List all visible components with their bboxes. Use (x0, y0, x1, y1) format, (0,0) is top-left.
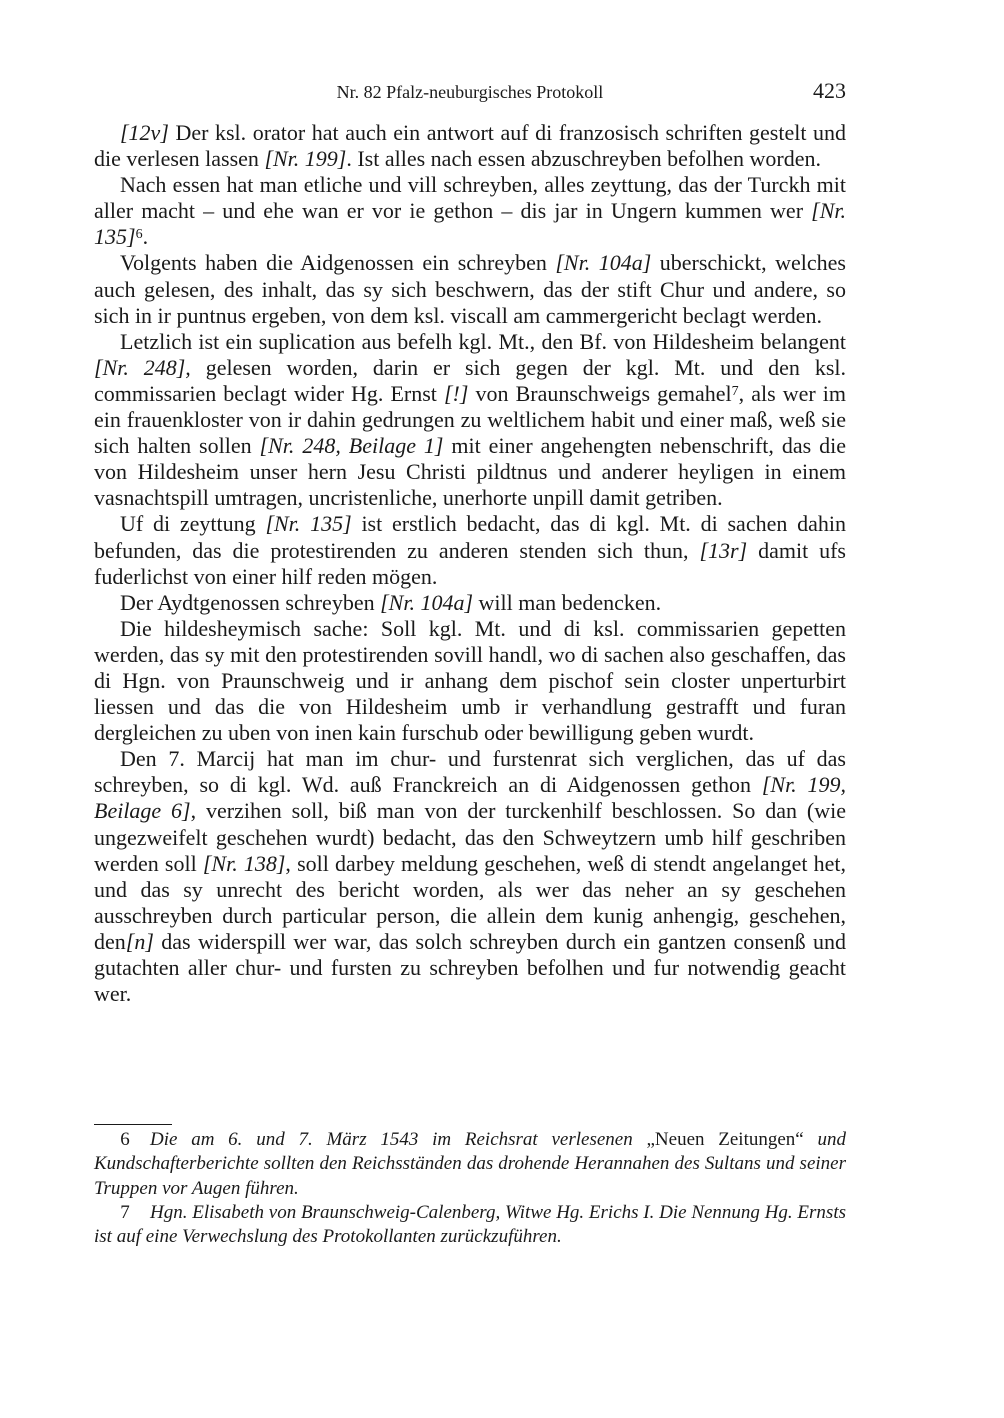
text-run: „Neuen Zeitungen“ (646, 1129, 804, 1150)
footnote (94, 1128, 846, 1201)
text-run: Die hildesheymisch sache: Soll kgl. Mt. und di ksl. commissarien gepetten werden, das sy mit den protestirenden sovill handl, wo di sachen also geschaffen, das di Hgn. von Praunschweig und ir anhang dem pischof sein closter unperturbirt liessen und das die von Hildesheim umb ir verhandlung gestrafft und furan dergleichen zu uben von inen kain furschub oder bewilligung geben wurdt. (94, 615, 846, 746)
editorial-reference: [Nr. 104a] (555, 250, 652, 276)
text-run: Letzlich ist ein suplication aus befelh kgl. Mt., den Bf. von Hildesheim belangent (120, 328, 846, 354)
page-header (94, 78, 846, 108)
editorial-reference: [12v] (120, 120, 169, 145)
text-run: Uf di zeyttung (120, 511, 266, 537)
paragraph (94, 172, 846, 250)
paragraph (94, 511, 846, 589)
footnote-marker: 6 (135, 227, 143, 243)
page-number: 423 (813, 78, 846, 103)
text-run: , verzihen soll, biß man von der turckenhilf beschlossen. So dan (wie ungezweifelt geschehen wurdt) bedacht, das den Schweytzern umb hilf geschriben werden soll (94, 798, 846, 876)
editorial-reference: [Nr. 138] (202, 850, 286, 876)
editorial-reference: [Nr. 248, Beilage 1] (259, 433, 444, 459)
editorial-reference: [n] (125, 928, 154, 954)
editorial-reference: [Nr. 135] (94, 198, 846, 250)
footnote-marker: 7 (731, 383, 739, 399)
text-run: uberschickt, welches auch gelesen, des inhalt, das sy sich beschwern, das der stift Chur und andere, so sich in ir puntnus ergeben, von dem ksl. viscall am cammergericht beclagt werden. (94, 250, 846, 328)
text-run: gelesen worden, darin er sich gegen der kgl. Mt. und den ksl. commissarien beclagt wider Hg. Ernst (94, 354, 846, 406)
editorial-reference: [Nr. 248], (94, 354, 191, 380)
text-run: , soll darbey meldung geschehen, weß di stendt angelanget het, und das sy unrecht des bericht worden, als wer das neher an sy geschehen ausschreyben durch particular person, die allein dem kunig anhengig, geschehen, den (94, 850, 847, 954)
text-run: Volgents haben die Aidgenossen ein schreyben (120, 250, 556, 276)
text-run: ist erstlich bedacht, das di kgl. Mt. di sachen dahin befunden, das die protestirenden zu anderen stenden sich thun, (94, 511, 847, 563)
footnote-rule (94, 1124, 172, 1125)
text-run: . (142, 224, 149, 250)
text-run: will man bedencken. (473, 589, 662, 615)
editorial-reference: [Nr. 135] (265, 511, 352, 537)
text-run: Den 7. Marcij hat man im chur- und furstenrat sich verglichen, das uf das schreyben, so di kgl. Wd. auß Franckreich an di Aidgenossen gethon (94, 746, 846, 798)
editorial-reference: [Nr. 199] (264, 146, 347, 172)
paragraph (94, 329, 846, 512)
footnote-number: 7 (120, 1201, 130, 1223)
text-run: damit ufs fuderlichst von einer hilf reden mögen. (94, 537, 846, 589)
running-title: Nr. 82 Pfalz-neuburgisches Protokoll (336, 82, 604, 102)
editorial-reference: [!] (444, 380, 469, 406)
footnote (94, 1201, 846, 1250)
editorial-reference: [Nr. 199, Beilage 6] (94, 772, 847, 824)
text-run: mit einer angehengten nebenschrift, das die von Hildesheim unser hern Jesu Christi pildtnus und anderer heyligen in einem vasnachtspill umtragen, uncristenliche, unerhorte unpill damit getriben. (94, 433, 846, 511)
body-text (94, 120, 846, 1007)
editorial-reference: Die am 6. und 7. März 1543 im Reichsrat verlesenen (150, 1129, 647, 1150)
footnote-number: 6 (120, 1129, 130, 1150)
text-run: von Braunschweigs gemahel (468, 380, 732, 406)
text-run: das widerspill wer war, das solch schreyben durch ein gantzen consenß und gutachten aller chur- und fursten zu schreyben befolhen und fur notwendig geacht wer. (94, 928, 846, 1007)
editorial-reference: [13r] (699, 537, 748, 563)
text-run: , als wer im ein frauenkloster von ir dahin gedrungen zu weltlichem habit und einer maß, weß sie sich halten sollen (94, 380, 846, 459)
paragraph (94, 746, 846, 1007)
footnotes (94, 1128, 846, 1249)
text-run: Der ksl. orator hat auch ein antwort auf di franzosisch schriften gestelt und die verlesen lassen (94, 120, 846, 172)
paragraph (94, 250, 846, 328)
paragraph (94, 616, 846, 746)
paragraph (94, 590, 846, 616)
paragraph (94, 120, 846, 172)
text-run: . Ist alles nach essen abzuschreyben befolhen worden. (346, 146, 822, 172)
text-run: Der Aydtgenossen schreyben (120, 589, 381, 615)
text-run: Nach essen hat man etliche und vill schreyben, alles zeyttung, das der Turckh mit aller macht – und ehe wan er vor ie gethon – dis jar in Ungern kummen wer (94, 172, 846, 224)
editorial-reference: Hgn. Elisabeth von Braunschweig-Calenberg, Witwe Hg. Erichs I. Die Nennung Hg. Ernsts ist auf eine Verwechslung des Protokollanten zurückzuführen. (94, 1201, 846, 1248)
editorial-reference: [Nr. 104a] (380, 589, 474, 615)
editorial-reference: und Kundschafterberichte sollten den Reichsständen das drohende Herannahen des Sultans und seiner Truppen vor Augen führen. (94, 1129, 846, 1199)
